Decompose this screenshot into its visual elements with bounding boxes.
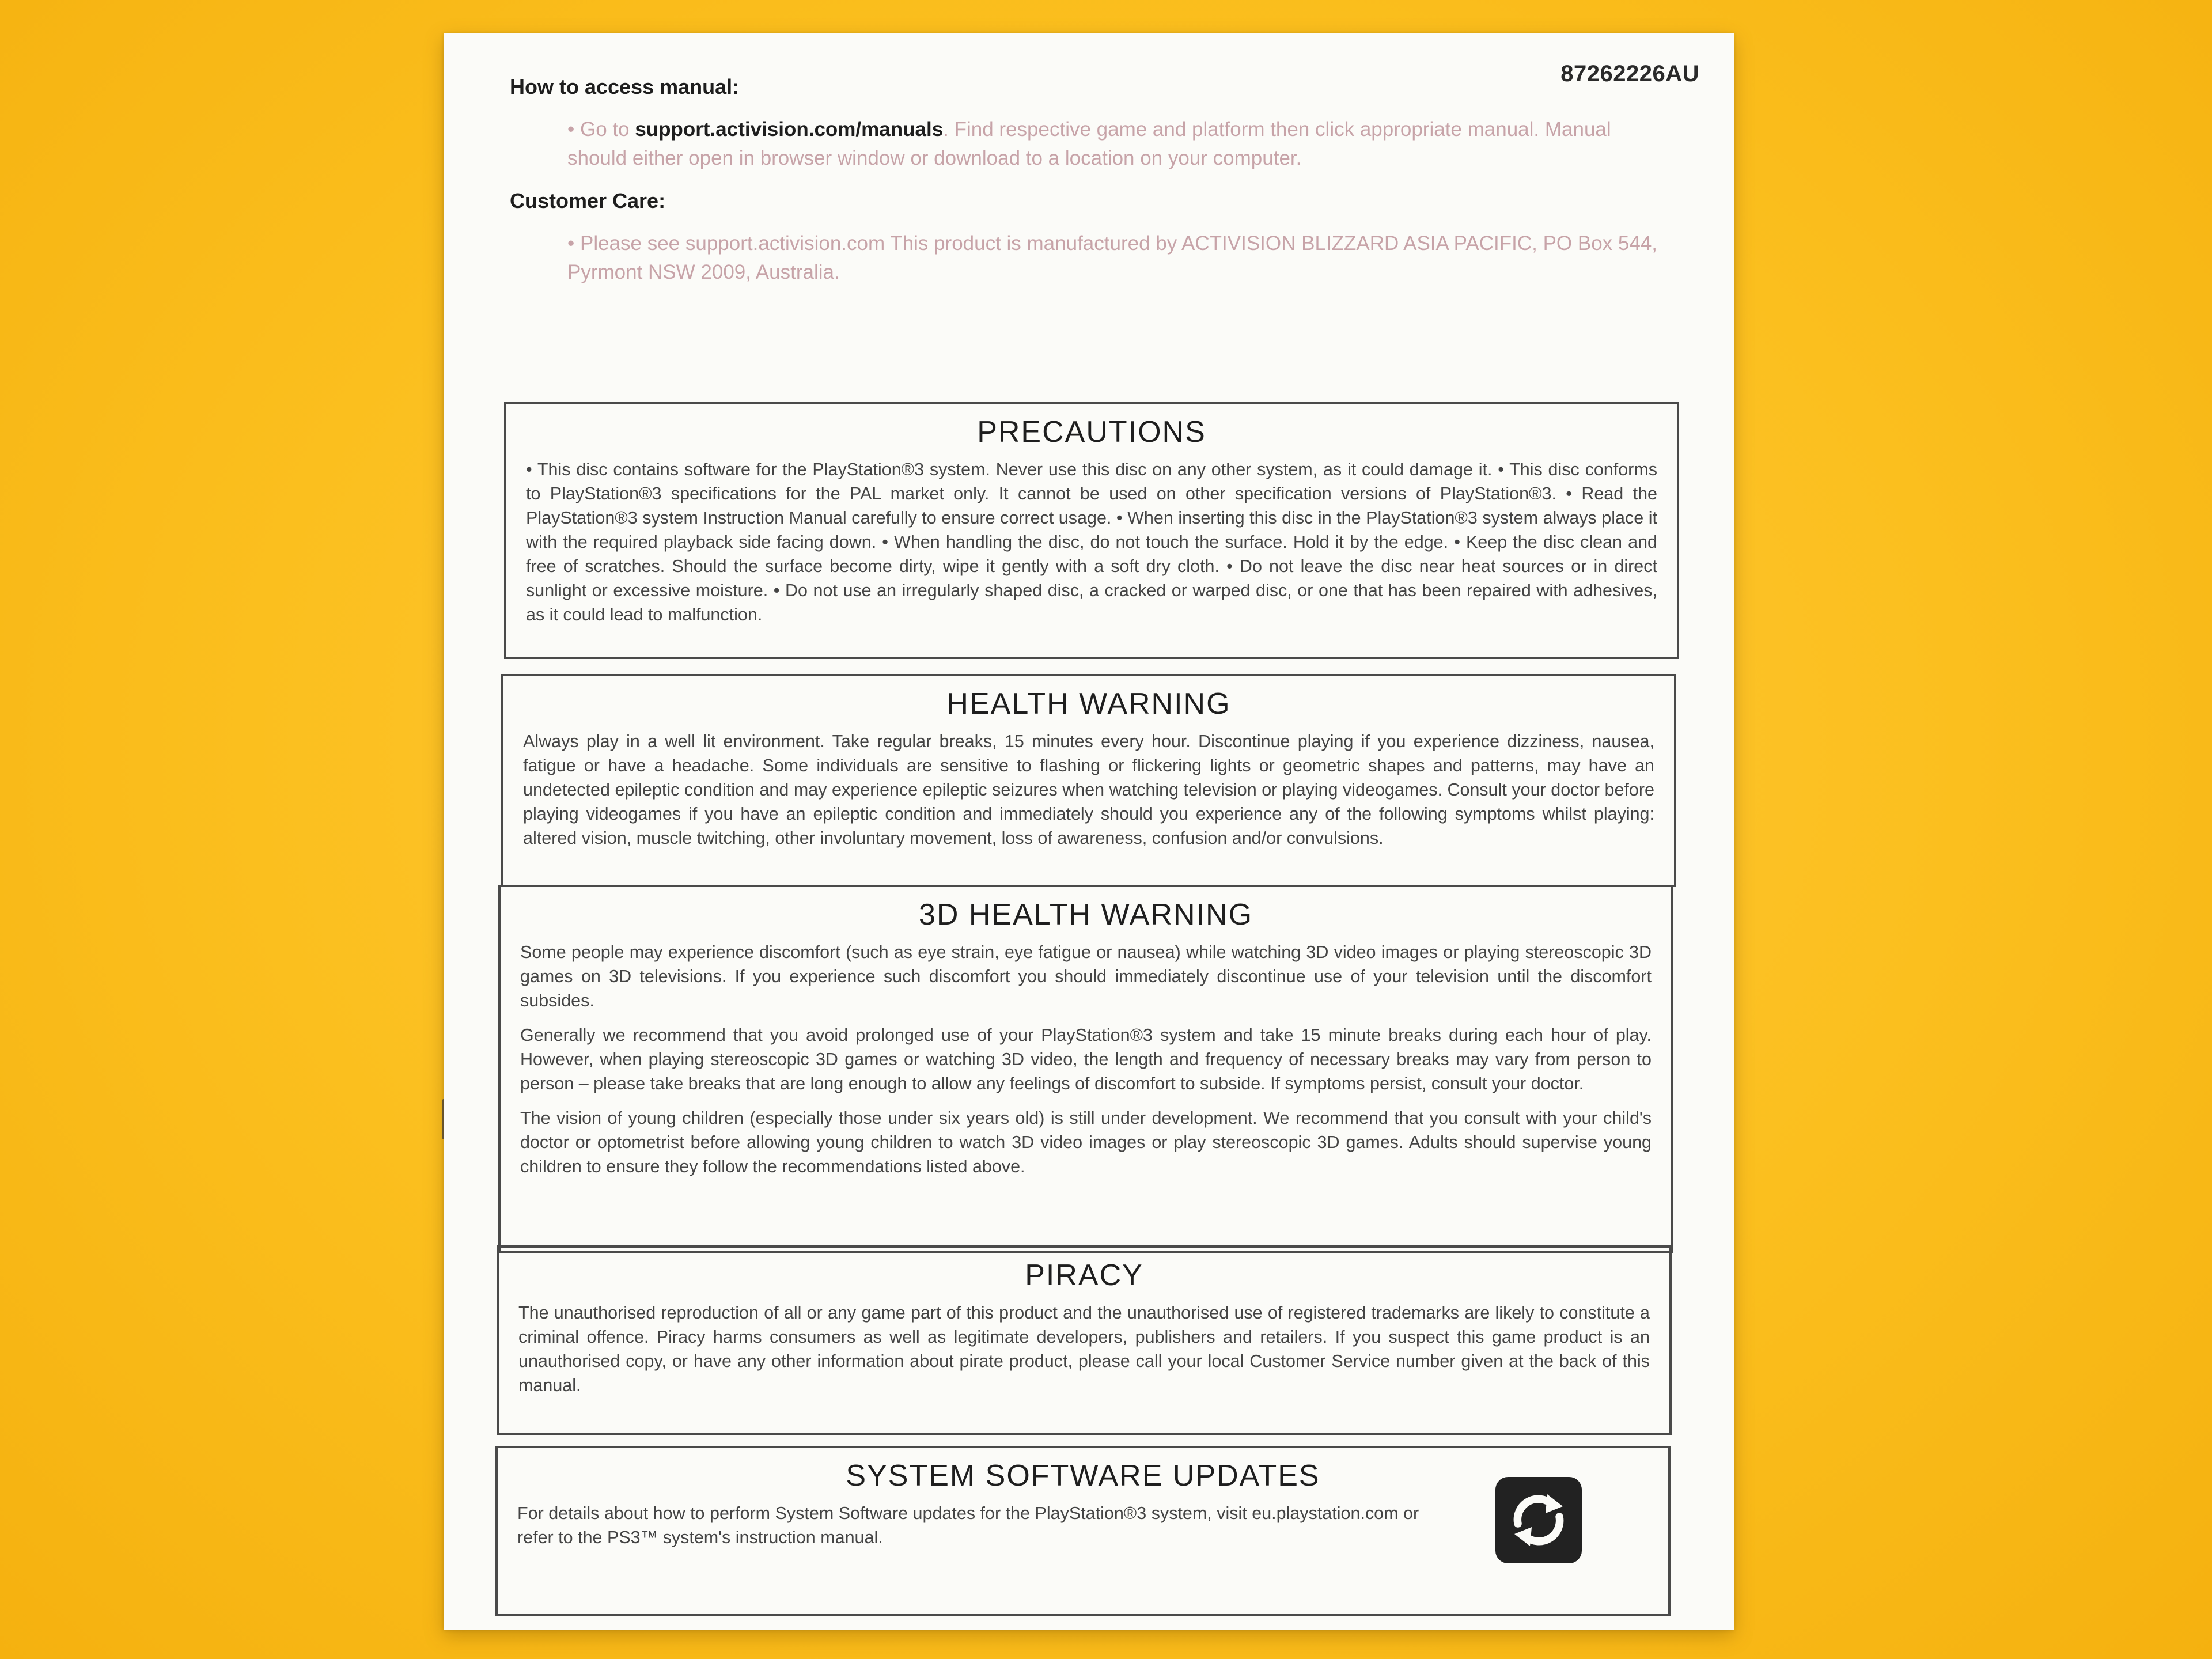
manual-access-heading: How to access manual: [510,75,740,99]
info-section [510,75,1662,303]
system-updates-text: For details about how to perform System Software updates for the PlayStation®3 system, visit eu.playstation.com or refer to the PS3™ system's instruction manual. [517,1503,1419,1547]
system-updates-title: SYSTEM SOFTWARE UPDATES [846,1459,1320,1493]
manual-access-body: . Find respective game and platform then click appropriate manual. Manual should either open in browser window or download to a location on your computer. [567,118,1611,169]
health-warning-box [501,674,1676,887]
piracy-box [497,1245,1672,1435]
manual-access-text [567,115,1662,173]
3d-health-warning-title: 3D HEALTH WARNING [918,898,1253,931]
health-warning-title: HEALTH WARNING [946,687,1231,721]
3d-health-warning-box [498,885,1673,1253]
3d-health-warning-paragraph-1: Some people may experience discomfort (such as eye strain, eye fatigue or nausea) while watching 3D video images or playing stereoscopic 3D games on 3D televisions. If you experience such discomfort you should immediately discontinue use of your television until the discomfort subsides. [520,942,1652,1010]
system-update-icon [1495,1477,1582,1563]
system-updates-box [495,1446,1671,1616]
piracy-text: The unauthorised reproduction of all or any game part of this product and the unauthorised use of registered trademarks are likely to constitute a criminal offence. Piracy harms consumers as well as legitimate developers, publishers and retailers. If you suspect this game product is an unauthorised copy, or have any other information about pirate product, please call your local Customer Service number given at the back of this manual. [518,1303,1650,1395]
manual-sheet [444,33,1734,1630]
product-code: 87262226AU [1560,61,1699,86]
3d-health-warning-paragraph-2: Generally we recommend that you avoid prolonged use of your PlayStation®3 system and take 15 minute breaks during each hour of play. However, when playing stereoscopic 3D games or watching 3D video, the length and frequency of necessary breaks may vary from person to person – please take breaks that are long enough to allow any feelings of discomfort to subside. If symptoms persist, consult your doctor. [520,1025,1652,1093]
customer-care-text: • Please see support.activision.com This product is manufactured by ACTIVISION BLIZZARD ASIA PACIFIC, PO Box 544, Pyrmont NSW 2009, Australia. [567,232,1658,283]
customer-care-heading: Customer Care: [510,189,666,213]
manual-access-link: support.activision.com/manuals [635,118,944,141]
precautions-title: PRECAUTIONS [977,415,1206,449]
precautions-box [504,402,1679,659]
health-warning-text: Always play in a well lit environment. Take regular breaks, 15 minutes every hour. Discontinue playing if you experience dizziness, nausea, fatigue or have a headache. Some individuals are sensitive to flashing or flickering lights or geometric shapes and patterns, may have an undetected epileptic condition and may experience epileptic seizures when watching television or playing videogames. Consult your doctor before playing videogames if you have an epileptic condition and immediately should you experience any of the following symptoms whilst playing: altered vision, muscle twitching, other involuntary movement, loss of awareness, confusion and/or convulsions. [523,732,1654,848]
3d-health-warning-paragraph-3: The vision of young children (especially those under six years old) is still under development. We recommend that you consult with your child's doctor or optometrist before allowing young children to watch 3D video images or play stereoscopic 3D games. Adults should supervise young children to ensure they follow the recommendations listed above. [520,1108,1652,1176]
precautions-text: • This disc contains software for the PlayStation®3 system. Never use this disc on any other system, as it could damage it. • This disc conforms to PlayStation®3 specifications for the PAL market only. It cannot be used on other specification versions of PlayStation®3. • Read the PlayStation®3 system Instruction Manual carefully to ensure correct usage. • When inserting this disc in the PlayStation®3 system always place it with the required playback side facing down. • When handling the disc, do not touch the surface. Hold it by the edge. • Keep the disc clean and free of scratches. Should the surface become dirty, wipe it gently with a soft dry cloth. • Do not leave the disc near heat sources or in direct sunlight or excessive moisture. • Do not use an irregularly shaped disc, a cracked or warped disc, or one that has been repaired with adhesives, as it could lead to malfunction. [526,460,1657,624]
piracy-title: PIRACY [1025,1259,1143,1292]
manual-access-prefix: • Go to [567,118,635,141]
